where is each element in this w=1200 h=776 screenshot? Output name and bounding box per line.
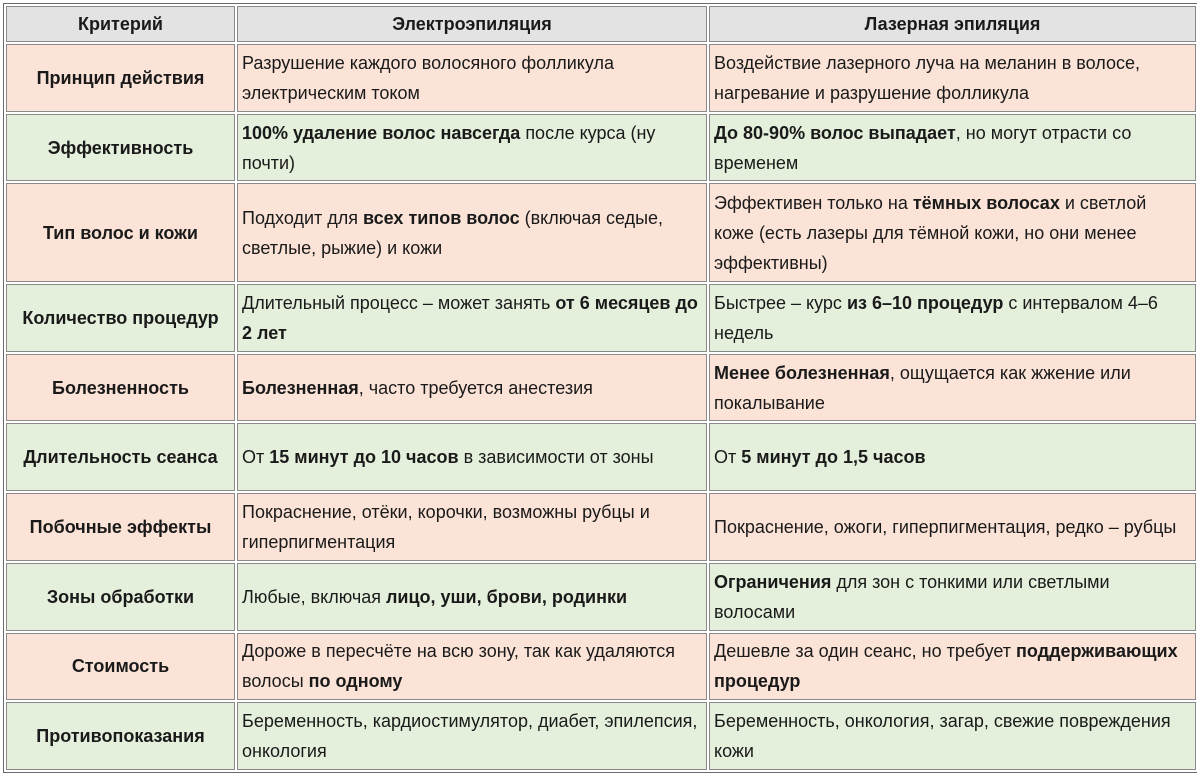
cell-text: От: [242, 447, 270, 468]
bold-text: по одному: [308, 671, 403, 692]
cell-text: после курса (ну почти): [242, 122, 656, 173]
electro-cell: [237, 702, 707, 770]
electro-cell: [237, 563, 707, 631]
bold-text: 15 минут до 10 часов: [269, 447, 459, 468]
cell-text: и светлой коже (есть лазеры для тёмной кожи, но они менее эффективны): [714, 192, 1147, 273]
table-body: [6, 44, 1196, 770]
cell-text: (включая седые, светлые, рыжие) и кожи: [242, 207, 664, 258]
criterion-cell: Стоимость: [6, 633, 235, 701]
cell-text: , ощущается как жжение или покалывание: [714, 362, 1131, 413]
laser-cell: [709, 44, 1196, 112]
cell-text: с интервалом 4–6 недель: [714, 292, 1158, 343]
cell-text: Покраснение, отёки, корочки, возможны рубцы и гиперпигментация: [242, 501, 650, 552]
cell-text: в зависимости от зоны: [458, 447, 654, 468]
laser-cell: [709, 493, 1196, 561]
bold-text: 5 минут до 1,5 часов: [741, 447, 926, 468]
electro-cell: [237, 633, 707, 701]
cell-text: , часто требуется анестезия: [358, 377, 593, 398]
electro-cell: [237, 284, 707, 352]
criterion-cell: Длительность сеанса: [6, 423, 235, 491]
bold-text: всех типов волос: [363, 207, 520, 228]
cell-text: Подходит для: [242, 207, 364, 228]
cell-text: Дороже в пересчёте на всю зону, так как удаляются волосы: [242, 641, 676, 692]
laser-cell: [709, 633, 1196, 701]
table-row: [6, 563, 1196, 631]
laser-cell: [709, 563, 1196, 631]
electro-cell: [237, 493, 707, 561]
laser-cell: [709, 114, 1196, 182]
criterion-cell: Побочные эффекты: [6, 493, 235, 561]
table-row: [6, 354, 1196, 422]
cell-text: Дешевле за один сеанс, но требует: [714, 641, 1017, 662]
bold-text: Болезненная: [242, 377, 359, 398]
electro-cell: [237, 354, 707, 422]
table-row: [6, 44, 1196, 112]
header-electro: Электроэпиляция: [237, 6, 707, 42]
cell-text: Разрушение каждого волосяного фолликула электрическим током: [242, 52, 615, 103]
cell-text: Беременность, онкология, загар, свежие повреждения кожи: [714, 711, 1171, 762]
table-row: [6, 183, 1196, 282]
comparison-table: [4, 4, 1198, 772]
cell-text: Быстрее – курс: [714, 292, 847, 313]
criterion-cell: Зоны обработки: [6, 563, 235, 631]
bold-text: До 80-90% волос выпадает: [714, 122, 956, 143]
bold-text: тёмных волосах: [912, 192, 1060, 213]
header-criterion: Критерий: [6, 6, 235, 42]
bold-text: Менее болезненная: [714, 362, 890, 383]
laser-cell: [709, 284, 1196, 352]
bold-text: из 6–10 процедур: [846, 292, 1004, 313]
criterion-cell: Тип волос и кожи: [6, 183, 235, 282]
table-row: [6, 423, 1196, 491]
cell-text: Покраснение, ожоги, гиперпигментация, редко – рубцы: [714, 516, 1177, 537]
bold-text: Ограничения: [714, 571, 832, 592]
criterion-cell: Количество процедур: [6, 284, 235, 352]
electro-cell: [237, 183, 707, 282]
criterion-cell: Эффективность: [6, 114, 235, 182]
criterion-cell: Принцип действия: [6, 44, 235, 112]
table-row: [6, 633, 1196, 701]
cell-text: , но могут отрасти со временем: [714, 122, 1132, 173]
electro-cell: [237, 44, 707, 112]
electro-cell: [237, 423, 707, 491]
table-row: [6, 284, 1196, 352]
cell-text: Воздействие лазерного луча на меланин в волосе, нагревание и разрушение фолликула: [714, 52, 1140, 103]
cell-text: Любые, включая: [242, 586, 386, 607]
table-row: [6, 114, 1196, 182]
table-header-row: [6, 6, 1196, 42]
cell-text: От: [714, 447, 742, 468]
laser-cell: [709, 354, 1196, 422]
cell-text: Длительный процесс – может занять: [242, 292, 556, 313]
bold-text: лицо, уши, брови, родинки: [385, 586, 628, 607]
header-laser: Лазерная эпиляция: [709, 6, 1196, 42]
laser-cell: [709, 183, 1196, 282]
bold-text: поддерживающих процедур: [714, 641, 1178, 692]
laser-cell: [709, 702, 1196, 770]
criterion-cell: Противопоказания: [6, 702, 235, 770]
cell-text: Эффективен только на: [714, 192, 913, 213]
cell-text: Беременность, кардиостимулятор, диабет, эпилепсия, онкология: [242, 711, 698, 762]
bold-text: 100% удаление волос навсегда: [242, 122, 521, 143]
comparison-table-frame: [3, 3, 1197, 773]
table-row: [6, 493, 1196, 561]
table-row: [6, 702, 1196, 770]
cell-text: для зон с тонкими или светлыми волосами: [714, 571, 1110, 622]
criterion-cell: Болезненность: [6, 354, 235, 422]
laser-cell: [709, 423, 1196, 491]
bold-text: от 6 месяцев до 2 лет: [242, 292, 698, 343]
electro-cell: [237, 114, 707, 182]
